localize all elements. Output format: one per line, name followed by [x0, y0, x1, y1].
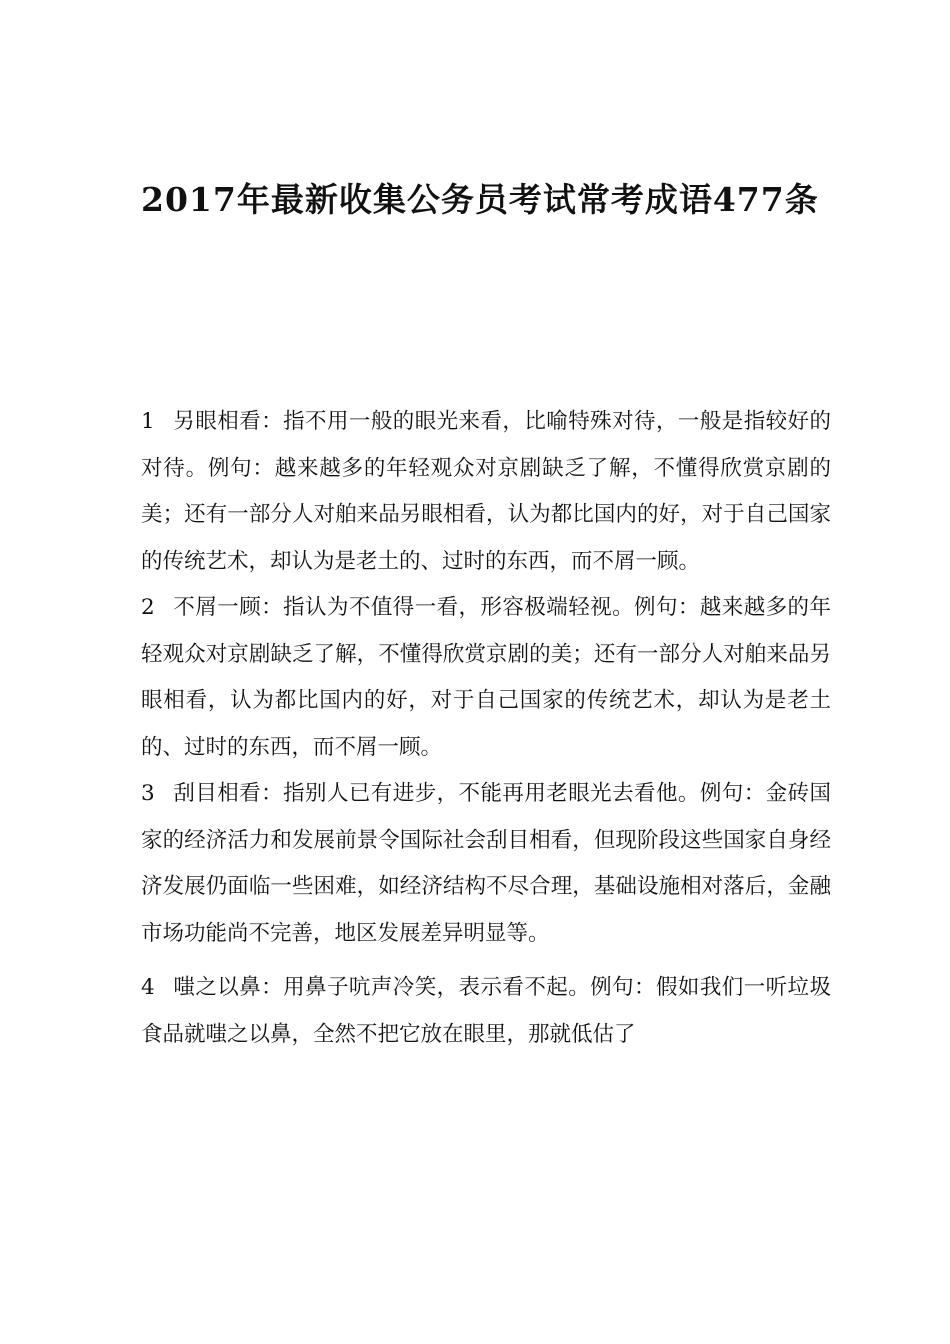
entry-number: 3 [141, 781, 155, 806]
idiom-entry-4 [141, 965, 831, 1058]
document-body [141, 399, 831, 1058]
entry-number: 1 [141, 409, 155, 434]
document-title: 2017年最新收集公务员考试常考成语477条 [141, 180, 819, 219]
entry-text: 不屑一顾：指认为不值得一看，形容极端轻视。例句：越来越多的年轻观众对京剧缺乏了解，不懂得欣赏京剧的美；还有一部分人对舶来品另眼相看，认为都比国内的好，对于自己国家的传统艺术，却认为是老土的、过时的东西，而不屑一顾。 [141, 595, 831, 760]
entry-text: 嗤之以鼻：用鼻子吭声冷笑，表示看不起。例句：假如我们一听垃圾食品就嗤之以鼻，全然不把它放在眼里，那就低估了 [141, 975, 831, 1047]
idiom-entry-3 [141, 771, 831, 957]
entry-text: 另眼相看：指不用一般的眼光来看，比喻特殊对待，一般是指较好的对待。例句：越来越多的年轻观众对京剧缺乏了解，不懂得欣赏京剧的美；还有一部分人对舶来品另眼相看，认为都比国内的好，对于自己国家的传统艺术，却认为是老土的、过时的东西，而不屑一顾。 [141, 409, 831, 574]
idiom-entry-2 [141, 585, 831, 771]
entry-text: 刮目相看：指别人已有进步，不能再用老眼光去看他。例句：金砖国家的经济活力和发展前景令国际社会刮目相看，但现阶段这些国家自身经济发展仍面临一些困难，如经济结构不尽合理，基础设施相对落后，金融市场功能尚不完善，地区发展差异明显等。 [141, 781, 831, 946]
idiom-entry-1 [141, 399, 831, 585]
entry-number: 2 [141, 595, 155, 620]
entry-number: 4 [141, 975, 155, 1000]
